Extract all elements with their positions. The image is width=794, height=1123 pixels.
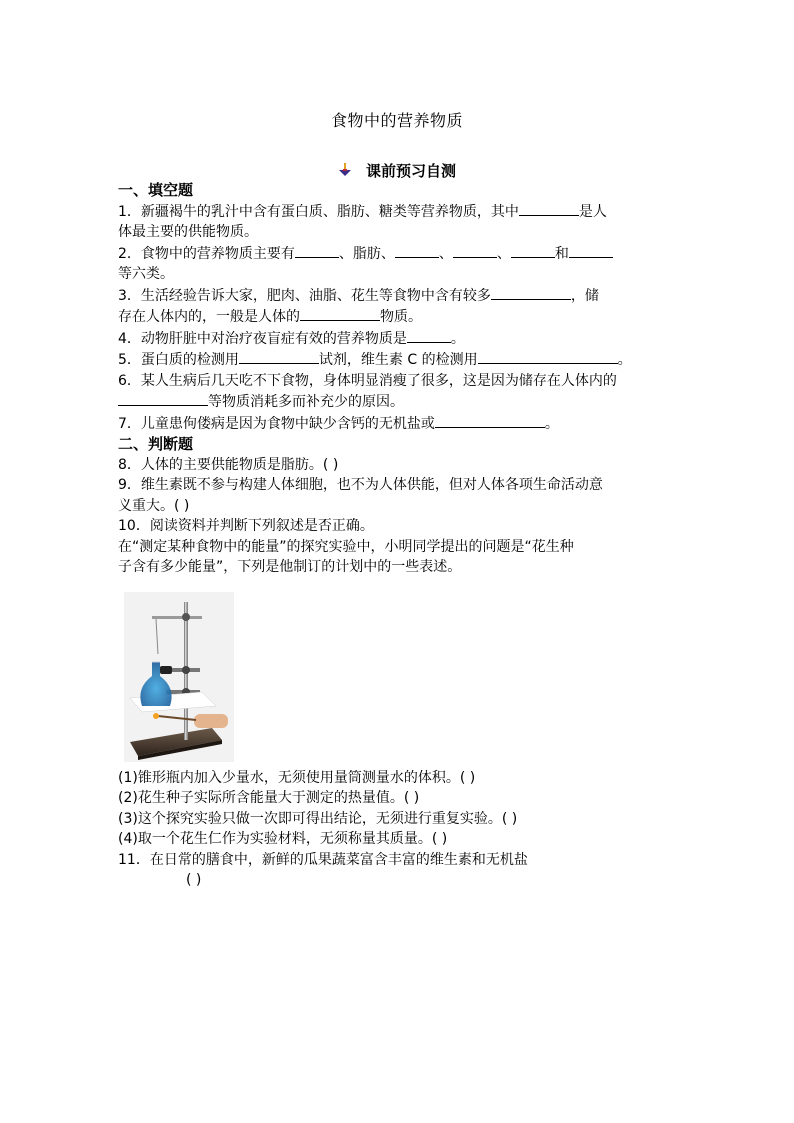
question-7: 7．儿童患佝偻病是因为食物中缺少含钙的无机盐或 。 (118, 413, 678, 435)
answer-blank[interactable] (435, 413, 545, 428)
question-4: 4．动物肝脏中对治疗夜盲症有效的营养物质是 。 (118, 328, 678, 350)
page-title: 食物中的营养物质 (330, 111, 463, 130)
section-label: 课前预习自测 (365, 162, 456, 180)
question-1-cont: 体最主要的供能物质。 (118, 224, 258, 240)
question-1: 1．新疆褐牛的乳汁中含有蛋白质、脂肪、糖类等营养物质，其中 是人 (118, 201, 678, 223)
answer-blank[interactable] (395, 243, 439, 258)
answer-paren[interactable]: ( ) (186, 872, 202, 888)
section-title (0, 160, 794, 181)
answer-blank[interactable] (407, 328, 451, 343)
sub-question-1: (1)锥形瓶内加入少量水，无须使用量筒测量水的体积。( ) (118, 769, 476, 786)
question-6: 6．某人生病后几天吃不下食物，身体明显消瘦了很多，这是因为储存在人体内的 (118, 372, 617, 389)
question-9-cont: 义重大。( ) (118, 497, 190, 514)
answer-blank[interactable] (300, 306, 380, 321)
answer-blank[interactable] (491, 285, 571, 300)
question-10-intro: 在“测定某种食物中的能量”的探究实验中，小明同学提出的问题是“花生种 (118, 538, 574, 555)
question-3-cont: 存在人体内的，一般是人体的 物质。 (118, 306, 678, 328)
part2-heading: 二、判断题 (118, 435, 194, 453)
bookmark-marker-icon (338, 163, 352, 181)
iron-stand-flask-apparatus-icon (124, 592, 234, 762)
sub-question-3: (3)这个探究实验只做一次即可得出结论，无须进行重复实验。( ) (118, 810, 518, 827)
answer-blank[interactable] (519, 201, 579, 216)
question-3: 3．生活经验告诉大家，肥肉、油脂、花生等食物中含有较多 ，储 (118, 285, 678, 307)
answer-blank[interactable] (239, 349, 319, 364)
answer-blank[interactable] (511, 243, 555, 258)
sub-question-4: (4)取一个花生仁作为实验材料，无须称量其质量。( ) (118, 831, 448, 847)
question-10-intro-cont: 子含有多少能量”，下列是他制订的计划中的一些表述。 (118, 559, 462, 575)
worksheet-content (118, 180, 678, 891)
question-11: 11．在日常的膳食中，新鲜的瓜果蔬菜富含丰富的维生素和无机盐 (118, 851, 528, 868)
question-10: 10．阅读资料并判断下列叙述是否正确。 (118, 518, 374, 534)
answer-blank[interactable] (478, 349, 618, 364)
question-2-cont: 等六类。 (118, 266, 174, 282)
question-2: 2．食物中的营养物质主要有 、脂肪、 、 、 和 (118, 243, 678, 265)
answer-blank[interactable] (295, 243, 339, 258)
question-8: 8．人体的主要供能物质是脂肪。( ) (118, 456, 339, 473)
answer-blank[interactable] (118, 391, 208, 406)
question-6-cont: 等物质消耗多而补充少的原因。 (118, 391, 678, 413)
part1-heading: 一、填空题 (118, 181, 194, 199)
question-9: 9．维生素既不参与构建人体细胞，也不为人体供能，但对人体各项生命活动意 (118, 477, 603, 493)
answer-blank[interactable] (453, 243, 497, 258)
answer-blank[interactable] (569, 243, 613, 258)
question-5: 5．蛋白质的检测用 试剂，维生素 C 的检测用 。 (118, 349, 678, 371)
sub-question-2: (2)花生种子实际所含能量大于测定的热量值。( ) (118, 790, 420, 806)
